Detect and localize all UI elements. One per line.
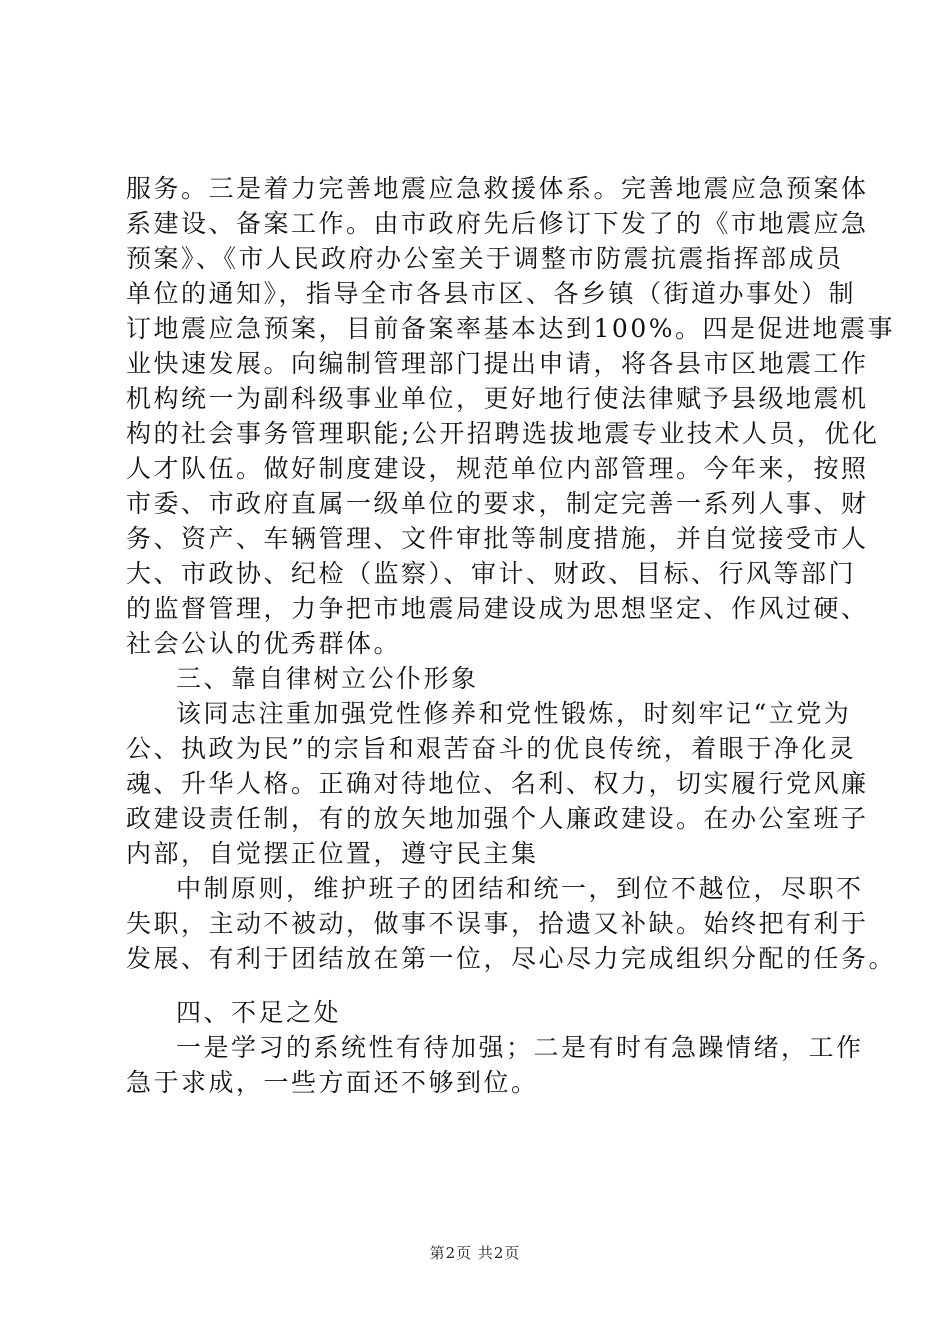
body-text-line: 市委、市政府直属一级单位的要求，制定完善一系列人事、财 (126, 489, 869, 518)
body-text-line: 订地震应急预案，目前备案率基本达到100%。四是促进地震事 (126, 314, 895, 343)
body-text-line: 预案》、《市人民政府办公室关于调整市防震抗震指挥部成员 (126, 244, 844, 273)
body-text-line: 单位的通知》，指导全市各县市区、各乡镇（街道办事处）制 (126, 279, 857, 308)
body-text-line: 一是学习的系统性有待加强；二是有时有急躁情绪，工作 (176, 1033, 864, 1062)
body-text-line: 构的社会事务管理职能;公开招聘选拔地震专业技术人员，优化 (126, 419, 880, 448)
body-text-line: 大、市政协、纪检（监察）、审计、财政、目标、行风等部门 (126, 559, 857, 588)
body-text-line: 发展、有利于团结放在第一位，尽心尽力完成组织分配的任务。 (126, 944, 897, 973)
body-text-line: 魂、升华人格。正确对待地位、名利、权力，切实履行党风廉 (126, 769, 869, 798)
body-text-line: 该同志注重加强党性修养和党性锻炼，时刻牢记“立党为 (176, 699, 852, 728)
body-text-line: 急于求成，一些方面还不够到位。 (126, 1068, 539, 1097)
body-text-line: 社会公认的优秀群体。 (126, 629, 402, 658)
body-text-line: 人才队伍。做好制度建设，规范单位内部管理。今年来，按照 (126, 454, 869, 483)
body-text-line: 政建设责任制，有的放矢地加强个人廉政建设。在办公室班子 (126, 804, 869, 833)
body-text-line: 内部，自觉摆正位置，遵守民主集 (126, 839, 539, 868)
body-text-line: 机构统一为副科级事业单位，更好地行使法律赋予县级地震机 (126, 384, 869, 413)
body-text-line: 服务。三是着力完善地震应急救援体系。完善地震应急预案体 (126, 174, 869, 203)
body-text-line: 务、资产、车辆管理、文件审批等制度措施，并自觉接受市人 (126, 524, 869, 553)
body-text-line: 业快速发展。向编制管理部门提出申请，将各县市区地震工作 (126, 349, 869, 378)
body-text-line: 失职，主动不被动，做事不误事，拾遗又补缺。始终把有利于 (126, 909, 869, 938)
section-heading: 三、靠自律树立公仆形象 (176, 664, 479, 693)
body-text-line: 系建设、备案工作。由市政府先后修订下发了的《市地震应急 (126, 209, 869, 238)
body-text-line: 中制原则，维护班子的团结和统一，到位不越位，尽职不 (176, 874, 864, 903)
body-text-line: 的监督管理，力争把市地震局建设成为思想坚定、作风过硬、 (126, 594, 869, 623)
section-heading: 四、不足之处 (176, 998, 342, 1027)
page-footer: 第2页 共2页 (429, 1244, 521, 1262)
body-text-line: 公、执政为民”的宗旨和艰苦奋斗的优良传统，着眼于净化灵 (126, 734, 857, 763)
